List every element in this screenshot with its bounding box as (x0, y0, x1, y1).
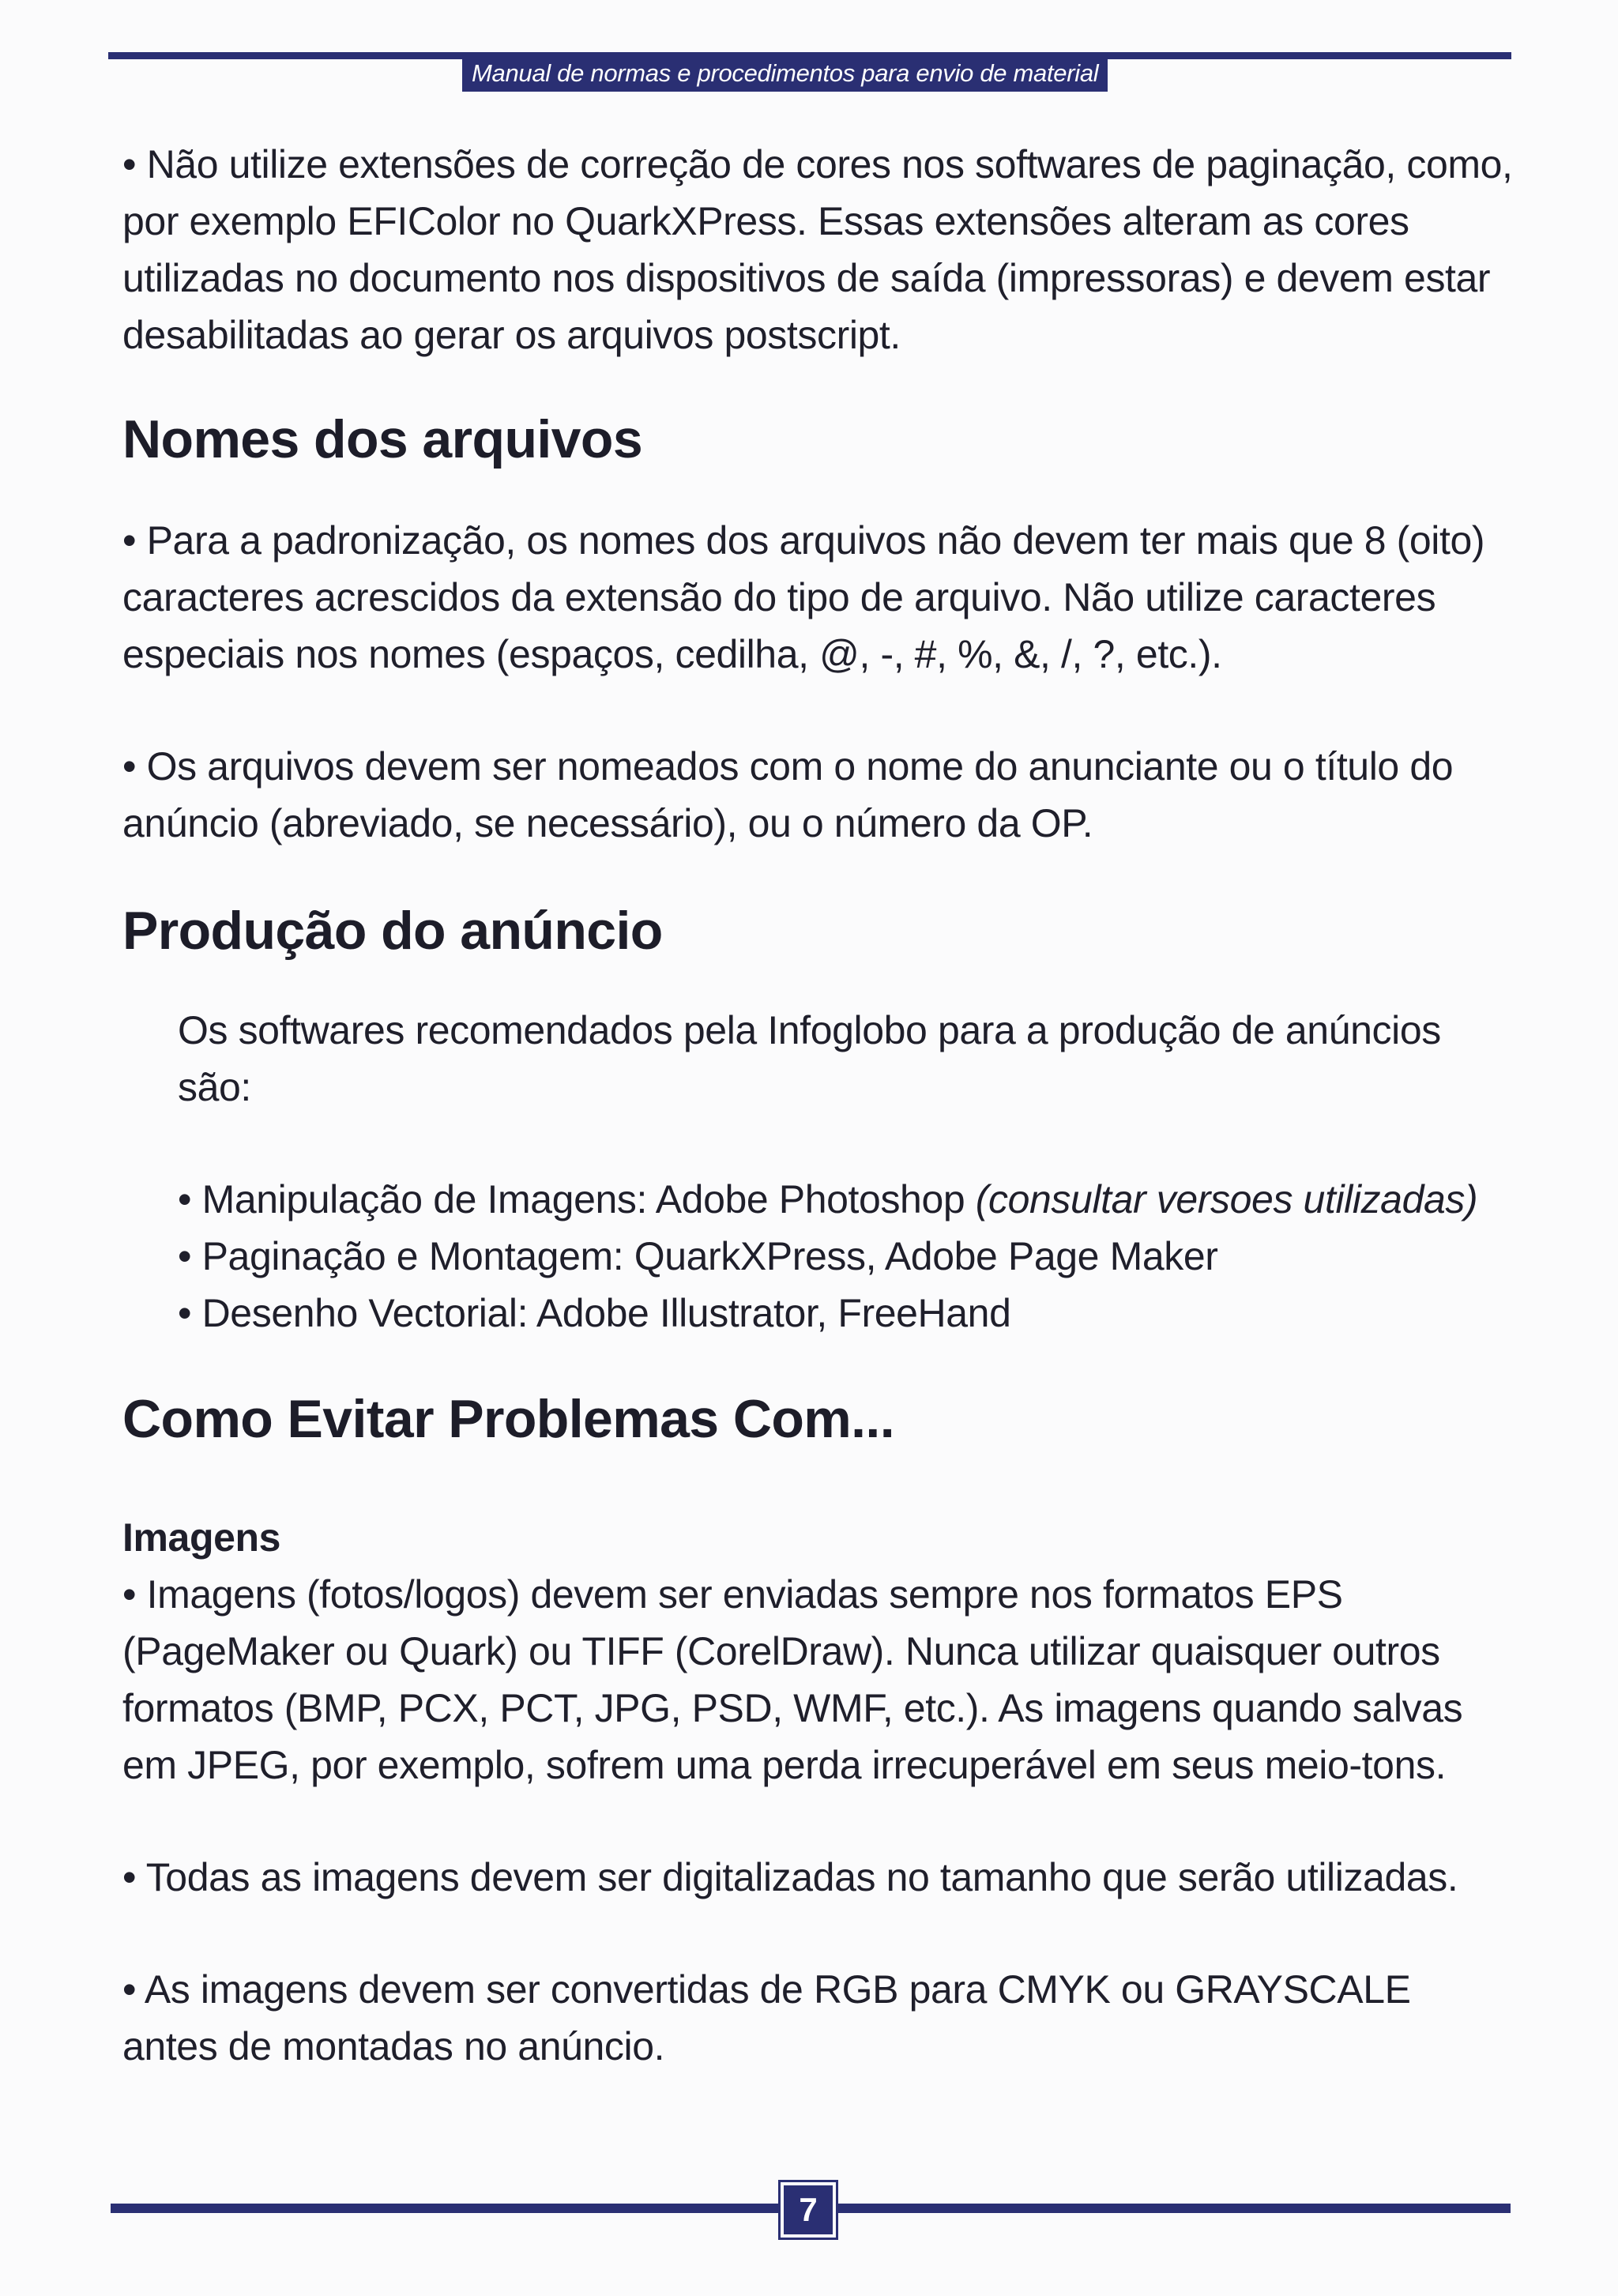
producao-block (122, 1002, 1513, 1342)
document-title: Manual de normas e procedimentos para envio de material (462, 55, 1108, 92)
list-item (178, 1285, 1513, 1342)
list-item-text: • Desenho Vectorial: Adobe Illustrator, FreeHand (178, 1291, 1011, 1335)
imagens-paragraph-2: • Todas as imagens devem ser digitalizadas no tamanho que serão utilizadas. (122, 1855, 1458, 1899)
list-item-note: (consultar versoes utilizadas) (975, 1177, 1478, 1221)
section-heading-nomes: Nomes dos arquivos (122, 409, 643, 469)
software-list (178, 1171, 1513, 1342)
list-item-text: • Paginação e Montagem: QuarkXPress, Adobe Page Maker (178, 1234, 1218, 1278)
page-content (122, 136, 1513, 2075)
list-item (178, 1171, 1513, 1228)
section-heading-producao: Produção do anúncio (122, 901, 663, 961)
page-number: 7 (781, 2182, 836, 2238)
subheading-imagens: Imagens (122, 1515, 281, 1560)
imagens-paragraph-3: • As imagens devem ser convertidas de RGB para CMYK ou GRAYSCALE antes de montadas no anúncio. (122, 1967, 1411, 2068)
nomes-paragraph-2: • Os arquivos devem ser nomeados com o nome do anunciante ou o título do anúncio (abreviado, se necessário), ou o número da OP. (122, 744, 1454, 845)
list-item-text: • Manipulação de Imagens: Adobe Photoshop (178, 1177, 976, 1221)
nomes-paragraph-1: • Para a padronização, os nomes dos arquivos não devem ter mais que 8 (oito) caracteres acrescidos da extensão do tipo de arquivo. Não utilize caracteres especiais nos nomes (espaços, cedilha, @, -, #, %, &, /, ?, etc.). (122, 518, 1485, 676)
section-heading-problemas: Como Evitar Problemas Com... (122, 1389, 895, 1449)
imagens-paragraph-1: • Imagens (fotos/logos) devem ser enviadas sempre nos formatos EPS (PageMaker ou Quark) ou TIFF (CorelDraw). Nunca utilizar quaisquer outros formatos (BMP, PCX, PCT, JPG, PSD, WMF, etc.). As imagens quando salvas em JPEG, por exemplo, sofrem uma perda irrecuperável em seus meio-tons. (122, 1572, 1463, 1787)
list-item (178, 1228, 1513, 1285)
intro-paragraph: • Não utilize extensões de correção de cores nos softwares de paginação, como, por exemplo EFIColor no QuarkXPress. Essas extensões alteram as cores utilizadas no documento nos dispositivos de saída (impressoras) e devem estar desabilitadas ao gerar os arquivos postscript. (122, 142, 1513, 357)
producao-intro: Os softwares recomendados pela Infoglobo para a produção de anúncios são: (178, 1008, 1441, 1109)
